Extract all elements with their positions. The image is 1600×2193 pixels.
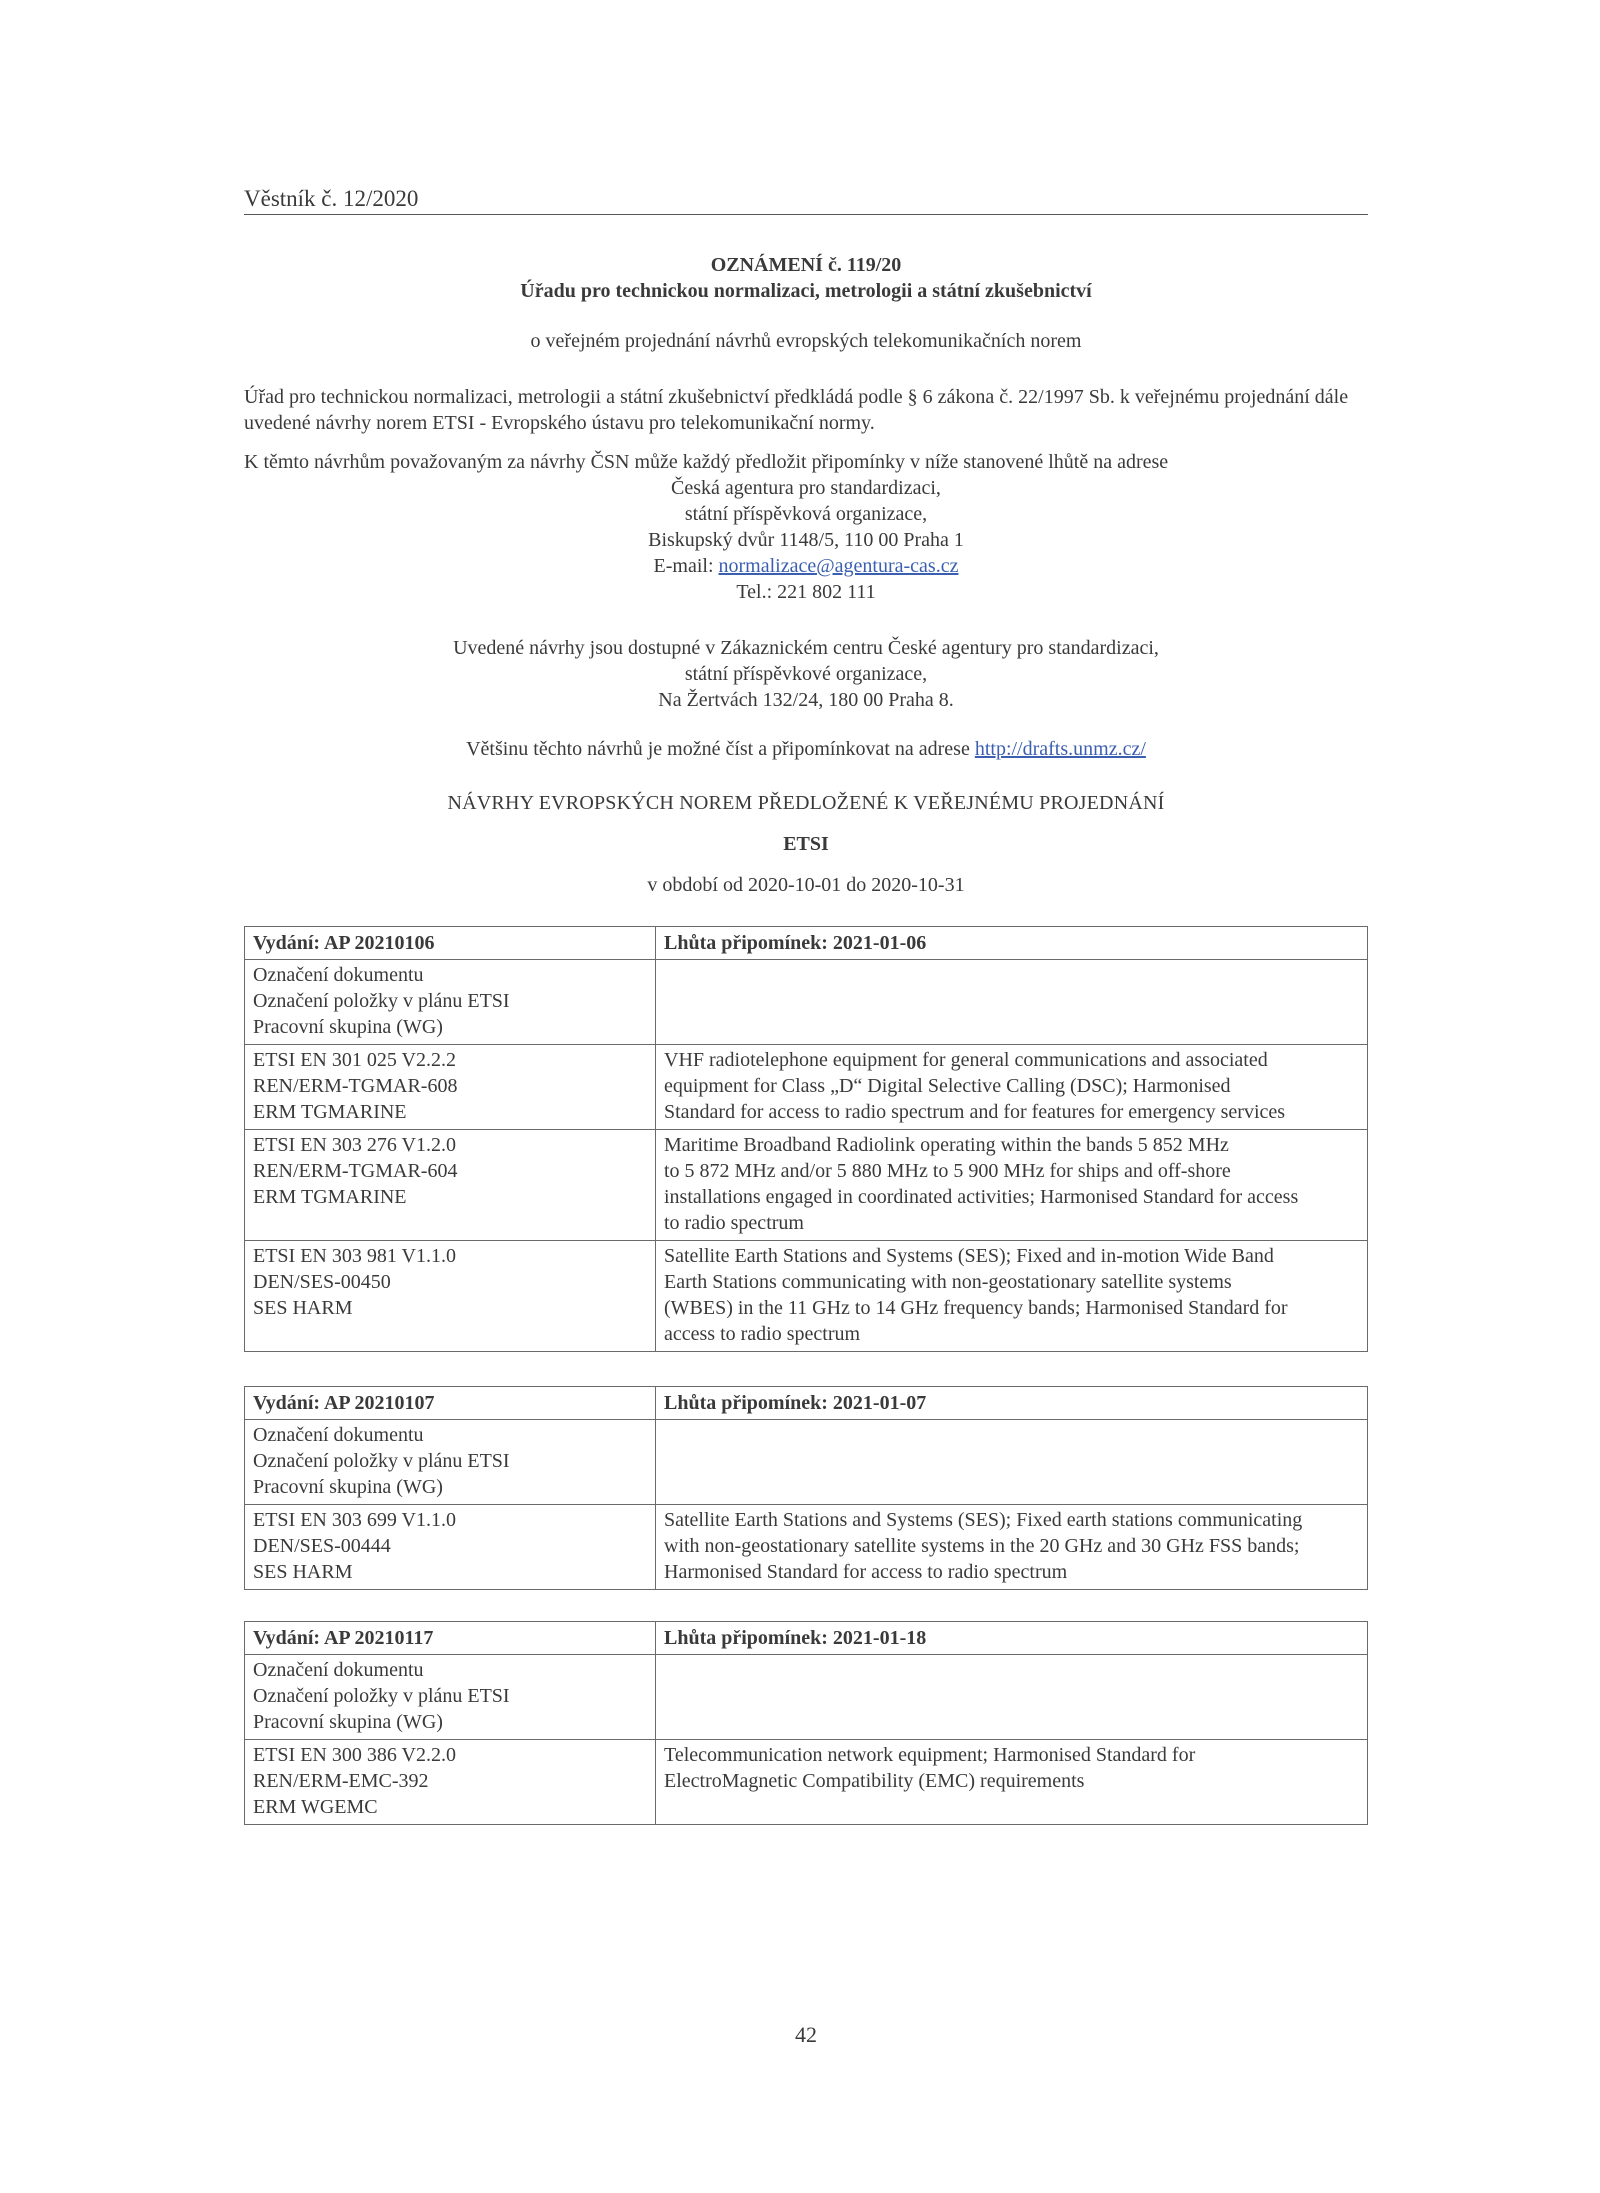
- drafts-line: [244, 738, 1368, 761]
- table-row: [245, 1241, 1368, 1352]
- document-ids: [245, 1130, 656, 1241]
- availability-line: Uvedené návrhy jsou dostupné v Zákaznickém centru České agentury pro standardizaci,: [453, 637, 1159, 659]
- column-labels: [245, 960, 656, 1045]
- email-label: E-mail:: [653, 555, 719, 577]
- issue-number: Vydání: AP 20210106: [245, 927, 656, 960]
- comments-block: [244, 449, 1368, 605]
- title-line: Standard for access to radio spectrum and for features for emergency services: [664, 1101, 1286, 1123]
- column-labels-row: [245, 960, 1368, 1045]
- column-labels-row: [245, 1655, 1368, 1740]
- table-row: [245, 1130, 1368, 1241]
- title-line: ElectroMagnetic Compatibility (EMC) requirements: [664, 1770, 1085, 1792]
- issue-table: [244, 1621, 1368, 1825]
- label-plan-item: Označení položky v plánu ETSI: [253, 990, 510, 1012]
- working-group: SES HARM: [253, 1561, 353, 1583]
- title-line: Harmonised Standard for access to radio spectrum: [664, 1561, 1068, 1583]
- comment-deadline: Lhůta připomínek: 2021-01-07: [656, 1387, 1368, 1420]
- email-line: [244, 553, 1368, 579]
- page-number: 42: [795, 2022, 817, 2047]
- working-group: ERM WGEMC: [253, 1796, 378, 1818]
- working-group: ERM TGMARINE: [253, 1186, 407, 1208]
- title-line: Earth Stations communicating with non-geostationary satellite systems: [664, 1271, 1232, 1293]
- label-working-group: Pracovní skupina (WG): [253, 1016, 443, 1038]
- intro-paragraph: Úřad pro technickou normalizaci, metrologii a státní zkušebnictví předkládá podle § 6 zákona č. 22/1997 Sb. k veřejnému projednání dále uvedené návrhy norem ETSI - Evropského ústavu pro telekomunikační normy.: [244, 386, 1349, 434]
- title-line: (WBES) in the 11 GHz to 14 GHz frequency bands; Harmonised Standard for: [664, 1297, 1288, 1319]
- journal-header: Věstník č. 12/2020: [244, 186, 1368, 215]
- announcement-title-block: [244, 252, 1368, 304]
- title-line: equipment for Class „D“ Digital Selective Calling (DSC); Harmonised: [664, 1075, 1231, 1097]
- table-row: [245, 1505, 1368, 1590]
- title-line: Satellite Earth Stations and Systems (SES); Fixed and in-motion Wide Band: [664, 1245, 1274, 1267]
- label-document: Označení dokumentu: [253, 1659, 424, 1681]
- announcement-title: OZNÁMENÍ č. 119/20: [710, 254, 902, 276]
- document-ids: [245, 1505, 656, 1590]
- tel-line: Tel.: 221 802 111: [736, 581, 876, 603]
- document-designation: ETSI EN 300 386 V2.2.0: [253, 1744, 456, 1766]
- plan-item: REN/ERM-TGMAR-608: [253, 1075, 458, 1097]
- address-line: státní příspěvková organizace,: [684, 503, 928, 525]
- document-title: [656, 1241, 1368, 1352]
- plan-item: REN/ERM-EMC-392: [253, 1770, 429, 1792]
- availability-line: státní příspěvkové organizace,: [684, 663, 928, 685]
- title-line: Telecommunication network equipment; Harmonised Standard for: [664, 1744, 1196, 1766]
- address-line: Česká agentura pro standardizaci,: [671, 477, 941, 499]
- document-designation: ETSI EN 303 699 V1.1.0: [253, 1509, 456, 1531]
- label-document: Označení dokumentu: [253, 964, 424, 986]
- email-link[interactable]: normalizace@agentura-cas.cz: [718, 555, 959, 577]
- section-heading: NÁVRHY EVROPSKÝCH NOREM PŘEDLOŽENÉ K VEŘEJNÉMU PROJEDNÁNÍ: [447, 792, 1165, 814]
- table-row: [245, 1045, 1368, 1130]
- issue-table: [244, 926, 1368, 1352]
- column-labels: [245, 1420, 656, 1505]
- issue-table: [244, 1386, 1368, 1590]
- label-plan-item: Označení položky v plánu ETSI: [253, 1450, 510, 1472]
- document-designation: ETSI EN 301 025 V2.2.2: [253, 1049, 456, 1071]
- document-title: [656, 1740, 1368, 1825]
- column-labels-row: [245, 1420, 1368, 1505]
- document-ids: [245, 1241, 656, 1352]
- plan-item: DEN/SES-00450: [253, 1271, 391, 1293]
- plan-item: DEN/SES-00444: [253, 1535, 391, 1557]
- document-ids: [245, 1045, 656, 1130]
- document-designation: ETSI EN 303 981 V1.1.0: [253, 1245, 456, 1267]
- document-ids: [245, 1740, 656, 1825]
- empty-cell: [656, 1420, 1368, 1505]
- document-title: [656, 1130, 1368, 1241]
- plan-item: REN/ERM-TGMAR-604: [253, 1160, 458, 1182]
- comments-lead: K těmto návrhům považovaným za návrhy ČSN může každý předložit připomínky v níže stanovené lhůtě na adrese: [244, 451, 1169, 473]
- drafts-link[interactable]: http://drafts.unmz.cz/: [974, 738, 1146, 760]
- empty-cell: [656, 960, 1368, 1045]
- title-line: VHF radiotelephone equipment for general communications and associated: [664, 1049, 1268, 1071]
- document-title: [656, 1505, 1368, 1590]
- title-line: to 5 872 MHz and/or 5 880 MHz to 5 900 MHz for ships and off-shore: [664, 1160, 1231, 1182]
- issue-number: Vydání: AP 20210107: [245, 1387, 656, 1420]
- title-line: installations engaged in coordinated activities; Harmonised Standard for access: [664, 1186, 1299, 1208]
- comment-deadline: Lhůta připomínek: 2021-01-06: [656, 927, 1368, 960]
- title-line: with non-geostationary satellite systems in the 20 GHz and 30 GHz FSS bands;: [664, 1535, 1300, 1557]
- empty-cell: [656, 1655, 1368, 1740]
- label-document: Označení dokumentu: [253, 1424, 424, 1446]
- availability-block: [244, 635, 1368, 713]
- announcement-subject: o veřejném projednání návrhů evropských telekomunikačních norem: [530, 330, 1082, 352]
- working-group: ERM TGMARINE: [253, 1101, 407, 1123]
- title-line: Satellite Earth Stations and Systems (SES); Fixed earth stations communicating: [664, 1509, 1303, 1531]
- table-row: [245, 1740, 1368, 1825]
- title-line: to radio spectrum: [664, 1212, 804, 1234]
- working-group: SES HARM: [253, 1297, 353, 1319]
- document-designation: ETSI EN 303 276 V1.2.0: [253, 1134, 456, 1156]
- org-heading: ETSI: [783, 833, 829, 855]
- label-working-group: Pracovní skupina (WG): [253, 1711, 443, 1733]
- announcement-authority: Úřadu pro technickou normalizaci, metrologii a státní zkušebnictví: [520, 280, 1092, 302]
- drafts-text: Většinu těchto návrhů je možné číst a připomínkovat na adrese: [466, 738, 975, 760]
- title-line: Maritime Broadband Radiolink operating within the bands 5 852 MHz: [664, 1134, 1229, 1156]
- label-plan-item: Označení položky v plánu ETSI: [253, 1685, 510, 1707]
- label-working-group: Pracovní skupina (WG): [253, 1476, 443, 1498]
- address-line: Biskupský dvůr 1148/5, 110 00 Praha 1: [648, 529, 964, 551]
- period-text: v období od 2020-10-01 do 2020-10-31: [647, 874, 965, 896]
- column-labels: [245, 1655, 656, 1740]
- document-title: [656, 1045, 1368, 1130]
- title-line: access to radio spectrum: [664, 1323, 861, 1345]
- comment-deadline: Lhůta připomínek: 2021-01-18: [656, 1622, 1368, 1655]
- issue-number: Vydání: AP 20210117: [245, 1622, 656, 1655]
- availability-line: Na Žertvách 132/24, 180 00 Praha 8.: [658, 689, 954, 711]
